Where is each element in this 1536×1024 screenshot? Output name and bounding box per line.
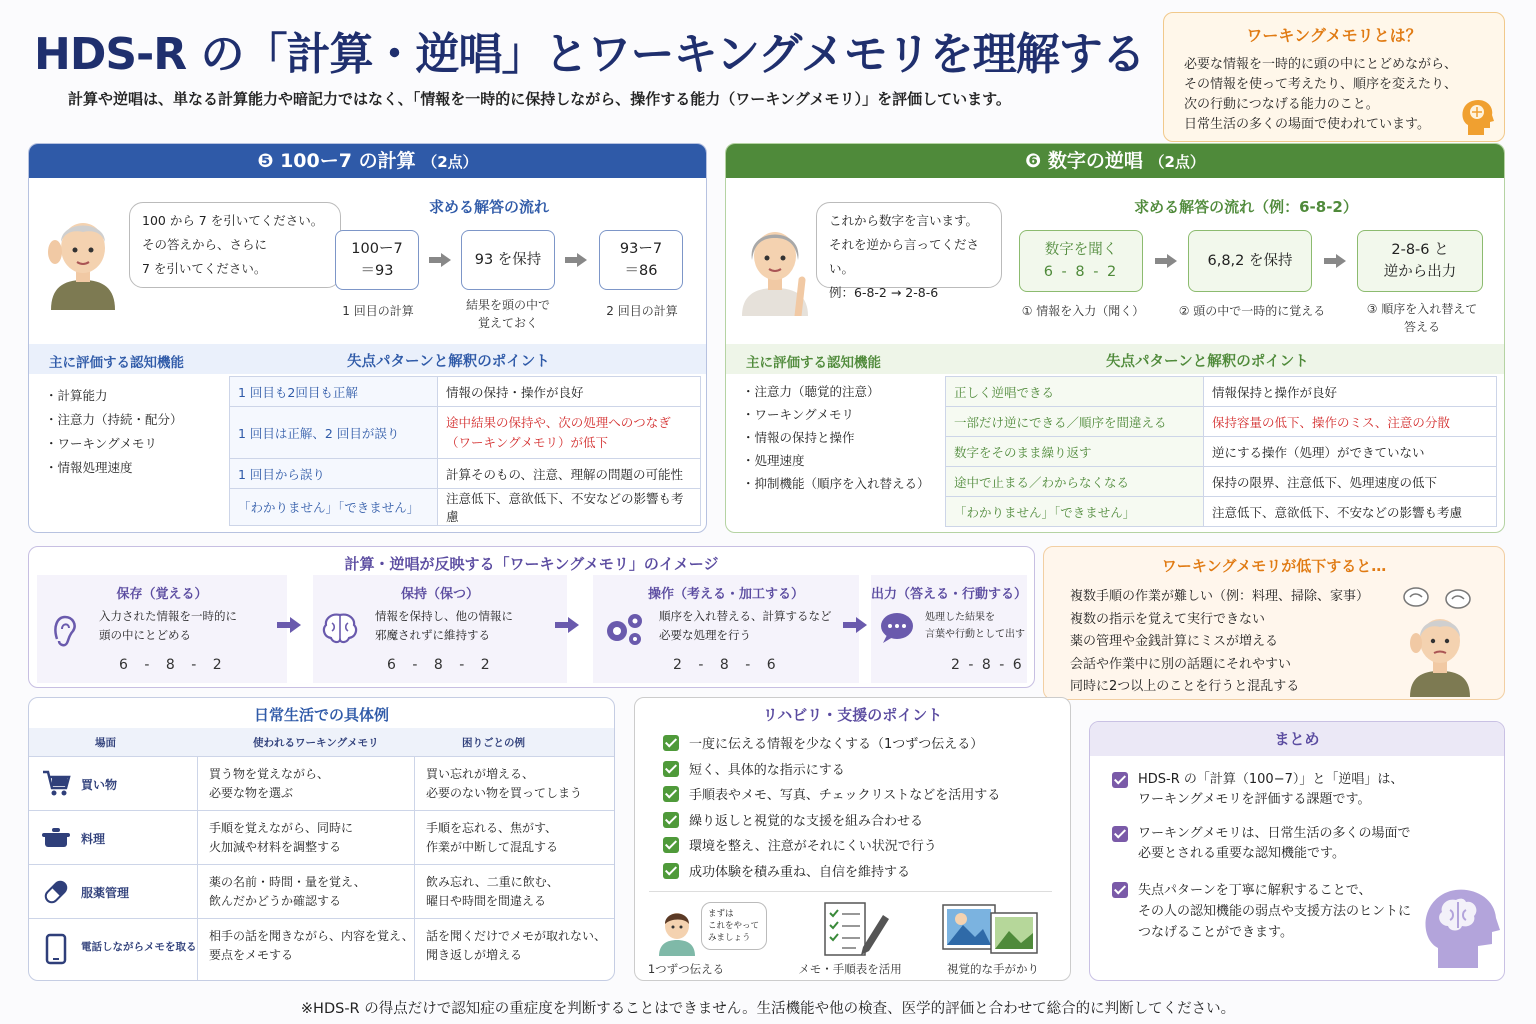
caption-line: ③ 順序を入れ替えて (1366, 302, 1478, 316)
summary-line: HDS-R の「計算（100−7）」と「逆唱」は、 (1138, 772, 1404, 787)
pot-icon (41, 825, 71, 849)
checkbox-icon (663, 863, 679, 879)
reverse-step-caption: ① 情報を入力（聞く） (1021, 304, 1145, 318)
pattern-cell: 1 回目は正解、2 回目が誤り (230, 407, 438, 459)
cell-line: 手順を忘れる、焦がす、 (426, 821, 558, 835)
wm-def-line: 日常生活の多くの場面で使われています。 (1184, 117, 1430, 132)
trouble-cell (426, 927, 606, 965)
step-text: 2-8-6 と (1391, 242, 1449, 258)
checkbox-icon (1112, 882, 1128, 898)
reverse-step-caption: ② 頭の中で一時的に覚える (1178, 304, 1326, 318)
bubble-line: 7 を引いてください。 (142, 261, 267, 276)
calc-step-caption: 1 回目の計算 (342, 304, 414, 318)
interpretation-cell: 逆にする操作（処理）ができていない (1204, 437, 1497, 467)
cell-line: 必要な物を選ぶ (209, 786, 294, 800)
rehab-item-text: 手順表やメモ、写真、チェックリストなどを活用する (689, 788, 1001, 804)
reverse-panel-header (726, 144, 1504, 178)
interpretation-cell: 注意低下、意欲低下、不安などの影響も考慮 (438, 489, 701, 526)
page-title: HDS-R の「計算・逆唱」とワーキングメモリを理解する (34, 29, 1145, 80)
calc-pattern-title: 失点パターンと解釈のポイント (347, 354, 550, 370)
reverse-flow-title: 求める解答の流れ（例：6-8-2） (1134, 198, 1358, 216)
pattern-cell: 正しく逆唱できる (946, 377, 1204, 407)
bubble-line: これをやって (708, 921, 760, 931)
wm-use-cell (209, 765, 329, 803)
right-arrow-icon (429, 253, 451, 267)
desc-line: 処理した結果を (925, 612, 995, 623)
table-row (946, 437, 1497, 467)
function-item: ・注意力（持続・配分） (45, 412, 183, 427)
reverse-flow-step (1357, 230, 1483, 292)
wm-definition-box (1163, 12, 1505, 142)
bubble-line: これから数字を言います。 (829, 213, 979, 228)
table-row (946, 377, 1497, 407)
desc-line: 順序を入れ替える、計算するなど (659, 609, 832, 623)
pattern-cell: 1 回目も2回目も正解 (230, 377, 438, 407)
table-row (29, 810, 615, 864)
pill-icon (41, 877, 71, 907)
bubble-line: その答えから、さらに (142, 237, 268, 252)
reverse-title: 数字の逆唱 (1047, 150, 1143, 172)
checkbox-icon (663, 837, 679, 853)
caregiver-illustration (655, 906, 699, 956)
stage-title: 出力（答える・行動する） (871, 587, 1028, 602)
table-row (29, 864, 615, 918)
cart-icon (41, 769, 71, 797)
stage-desc (99, 607, 237, 645)
trouble-cell (426, 765, 582, 803)
reverse-speech-bubble (816, 202, 1002, 300)
summary-title: まとめ (1090, 722, 1504, 756)
stage-desc (375, 607, 513, 645)
step-text: ＝93 (360, 263, 394, 279)
reverse-func-title: 主に評価する認知機能 (746, 355, 881, 371)
reverse-flow-step (1019, 230, 1143, 292)
step-text: ＝86 (624, 263, 658, 279)
interpretation-cell: 情報の保持・操作が良好 (438, 377, 701, 407)
calc-flow-step (461, 230, 555, 290)
reverse-panel (725, 143, 1505, 533)
calc-title: 100ー7 の計算 (280, 150, 416, 172)
calc-step-caption: 2 回目の計算 (606, 304, 678, 318)
desc-line: 邪魔されずに維持する (375, 628, 490, 642)
wm-stage (593, 575, 859, 683)
ear-icon (49, 613, 79, 649)
bubble-line: みましょう (708, 933, 751, 943)
footer-note: ※HDS-R の得点だけで認知症の重症度を判断することはできません。生活機能や他の検査、医学的評価と合わせて総合的に判断してください。 (300, 1001, 1236, 1017)
cell-line: 手順を覚えながら、同時に (209, 821, 354, 835)
table-row (946, 407, 1497, 437)
summary-line: 必要とされる重要な認知機能です。 (1138, 846, 1345, 861)
step-text: 逆から出力 (1383, 264, 1457, 280)
wm-use-cell (209, 873, 366, 911)
desc-line: 必要な処理を行う (659, 628, 751, 642)
checklist-memo-icon (821, 901, 893, 957)
rehab-panel (634, 697, 1071, 981)
bubble-line: それを逆から言ってください。 (829, 237, 980, 276)
wm-definition-heading: ワーキングメモリとは？ (1246, 26, 1422, 45)
reverse-pattern-title: 失点パターンと解釈のポイント (1106, 354, 1309, 370)
summary-line: つなげることができます。 (1138, 925, 1293, 940)
bubble-line: 例：6-8-2 → 2-8-6 (829, 285, 939, 300)
caption-line: 覚えておく (477, 316, 538, 330)
caption-line: 結果を頭の中で (465, 298, 550, 312)
interpretation-cell: 注意低下、意欲低下、不安などの影響も考慮 (1204, 497, 1497, 527)
page-subtitle: 計算や逆唱は、単なる計算能力や暗記力ではなく、「情報を一時的に保持しながら、操作する能力（ワーキングメモリ）」を評価しています。 (68, 90, 1011, 108)
step-text: 数字を聞く (1044, 242, 1118, 258)
wm-decline-box (1043, 546, 1505, 700)
wm-image-panel (28, 546, 1035, 688)
rehab-item (663, 783, 1000, 809)
daily-life-panel (28, 697, 615, 981)
function-item: ・情報の保持と操作 (742, 430, 855, 445)
rehab-item-text: 成功体験を積み重ね、自信を維持する (689, 864, 911, 880)
reverse-table-band (726, 344, 1504, 374)
daily-title: 日常生活での具体例 (253, 706, 389, 724)
calc-flow-step (335, 230, 419, 290)
rehab-item-text: 繰り返しと視覚的な支援を組み合わせる (689, 813, 924, 829)
calc-step-caption (449, 296, 567, 332)
head-brain-icon (1416, 876, 1500, 968)
stage-number: 2 - 8 - 6 (673, 657, 782, 673)
bubble-line: まずは (708, 909, 734, 919)
rehab-item (663, 732, 1000, 758)
table-row (230, 489, 701, 526)
right-arrow-icon (277, 617, 301, 633)
cell-line: 買う物を覚えながら、 (209, 767, 330, 781)
wm-def-line: 次の行動につなげる能力のこと。 (1184, 97, 1379, 112)
cell-line: 聞き返しが増える (426, 948, 523, 962)
rehab-item-text: 一度に伝える情報を少なくする（1つずつ伝える） (689, 737, 984, 752)
summary-item (1112, 824, 1410, 864)
desc-line: 情報を保持し、他の情報に (375, 609, 513, 623)
decline-item: 複数の指示を覚えて実行できない (1070, 612, 1266, 627)
decline-item: 会話や作業中に別の話題にそれやすい (1070, 657, 1292, 672)
function-item: ・注意力（聴覚的注意） (742, 384, 880, 399)
cell-line: 相手の話を聞きながら、内容を覚え、 (209, 929, 414, 943)
right-arrow-icon (1155, 254, 1177, 268)
wm-stage (37, 575, 287, 683)
cell-line: 曜日や時間を間違える (426, 894, 547, 908)
summary-line: その人の認知機能の弱点や支援方法のヒントに (1138, 904, 1412, 919)
function-item: ・情報処理速度 (45, 460, 133, 475)
interpretation-cell: 保持の限界、注意低下、処理速度の低下 (1204, 467, 1497, 497)
trouble-cell (426, 873, 559, 911)
function-item: ・処理速度 (742, 453, 805, 468)
checkbox-icon (663, 761, 679, 777)
rehab-item (663, 758, 1000, 784)
step-text: 100ー7 (351, 241, 403, 257)
stage-title: 保存（覚える） (116, 587, 208, 602)
reverse-number-badge: ❻ (1025, 150, 1042, 172)
checkbox-icon (1112, 772, 1128, 788)
table-row (230, 407, 701, 459)
checkbox-icon (663, 812, 679, 828)
caption-line: 答える (1403, 320, 1440, 334)
calc-panel-header (29, 144, 706, 178)
stage-number: 6 - 8 - 2 (119, 657, 228, 673)
wm-stage (313, 575, 567, 683)
scene-label: 服薬管理 (81, 886, 130, 900)
right-arrow-icon (843, 617, 867, 633)
cell-line: 要点をメモする (209, 948, 294, 962)
confused-elderly-man-illustration (1396, 583, 1480, 697)
scene-label: 料理 (81, 832, 106, 846)
interpretation-cell: 計算そのもの、注意、理解の問題の可能性 (438, 459, 701, 489)
interp-line: （ワーキングメモリ）が低下 (446, 434, 609, 450)
wm-decline-title: ワーキングメモリが低下すると… (1161, 557, 1387, 575)
visual-cue-photos-icon (941, 903, 1039, 955)
step-text: 93ー7 (619, 241, 663, 257)
cell-line: 買い忘れが増える、 (426, 767, 535, 781)
interpretation-cell: 情報保持と操作が良好 (1204, 377, 1497, 407)
calc-speech-bubble (129, 202, 341, 288)
desc-line: 入力された情報を一時的に (99, 609, 237, 623)
interpretation-cell (438, 407, 701, 459)
calc-points: （2点） (422, 153, 478, 171)
stage-title: 保持（保つ） (400, 587, 479, 602)
table-row (230, 377, 701, 407)
wm-use-cell (209, 927, 414, 965)
phone-icon (45, 933, 67, 965)
table-row (230, 459, 701, 489)
summary-item (1112, 880, 1411, 943)
step-text: 6,8,2 を保持 (1207, 253, 1293, 269)
reverse-points: （2点） (1149, 153, 1205, 171)
decline-item: 同時に2つ以上のことを行うと混乱する (1070, 679, 1300, 694)
cell-line: 薬の名前・時間・量を覚え、 (209, 875, 366, 889)
cell-line: 話を聞くだけでメモが取れない、 (426, 929, 607, 943)
function-item: ・計算能力 (45, 388, 108, 403)
gears-icon (601, 609, 647, 649)
cell-line: 火加減や材料を調整する (209, 840, 342, 854)
rehab-item (663, 860, 1000, 886)
rehab-item (663, 834, 1000, 860)
interp-line: 途中結果の保持や、次の処理へのつなぎ (446, 414, 671, 430)
bubble-line: 100 から 7 を引いてください。 (142, 213, 324, 228)
rehab-caption: メモ・手順表を活用 (798, 962, 902, 976)
calc-pattern-table (229, 376, 701, 526)
brain-icon (321, 611, 359, 645)
elderly-man-illustration (43, 210, 123, 310)
rehab-item (663, 809, 1000, 835)
right-arrow-icon (555, 617, 579, 633)
function-item: ・ワーキングメモリ (742, 407, 855, 422)
stage-desc (925, 609, 1025, 643)
pattern-cell: 「わかりません」「できません」 (230, 489, 438, 526)
calc-flow-title: 求める解答の流れ (428, 198, 549, 216)
rehab-item-text: 環境を整え、注意がそれにくい状況で行う (689, 839, 937, 855)
function-item: ・抑制機能（順序を入れ替える） (742, 476, 930, 491)
wm-def-line: その情報を使って考えたり、順序を変えたり、 (1184, 77, 1458, 92)
stage-number: 2 - 8 - 6 (951, 657, 1024, 673)
rehab-title: リハビリ・支援のポイント (762, 706, 943, 724)
rehab-list (663, 732, 1000, 886)
checkbox-icon (663, 735, 679, 751)
summary-item (1112, 770, 1403, 810)
rehab-speech-bubble (701, 902, 767, 950)
stage-desc (659, 607, 832, 645)
daily-header-row (29, 728, 614, 756)
calc-function-list (45, 384, 183, 480)
stage-title: 操作（考える・加工する） (647, 587, 804, 602)
reverse-flow-step (1188, 230, 1312, 292)
cell-line: 飲んだかどうか確認する (209, 894, 342, 908)
reverse-function-list (742, 380, 930, 495)
function-item: ・ワーキングメモリ (45, 436, 158, 451)
right-arrow-icon (1324, 254, 1346, 268)
checkbox-icon (1112, 826, 1128, 842)
summary-line: ワーキングメモリは、日常生活の多くの場面で (1138, 826, 1411, 841)
rehab-item-text: 短く、具体的な指示にする (689, 762, 845, 778)
cell-line: 作業が中断して混乱する (426, 840, 559, 854)
wm-image-title: 計算・逆唱が反映する「ワーキングメモリ」のイメージ (344, 555, 719, 573)
desc-line: 言葉や行動として出す (925, 629, 1025, 640)
step-text: 93 を保持 (474, 252, 542, 268)
reverse-step-caption (1352, 300, 1492, 336)
rehab-caption: 視覚的な手がかり (947, 962, 1039, 976)
speech-icon (879, 611, 915, 645)
summary-line: 失点パターンを丁寧に解釈することで、 (1138, 883, 1372, 898)
interpretation-cell: 保持容量の低下、操作のミス、注意の分散 (1204, 407, 1497, 437)
scene-label: 買い物 (81, 778, 118, 792)
pattern-cell: 一部だけ逆にできる／順序を間違える (946, 407, 1204, 437)
stage-number: 6 - 8 - 2 (387, 657, 496, 673)
pattern-cell: 途中で止まる／わからなくなる (946, 467, 1204, 497)
scene-label: 電話しながらメモを取る (81, 941, 197, 953)
table-row (946, 497, 1497, 527)
table-row (29, 756, 615, 810)
head-brain-icon (1456, 95, 1498, 137)
step-text: 6 - 8 - 2 (1043, 264, 1119, 280)
reverse-pattern-table (945, 376, 1497, 527)
wm-use-cell (209, 819, 353, 857)
column-header: 困りごとの例 (462, 737, 525, 749)
pattern-cell: 「わかりません」「できません」 (946, 497, 1204, 527)
trouble-cell (426, 819, 558, 857)
column-header: 使われるワーキングメモリ (253, 737, 379, 749)
cell-line: 必要のない物を買ってしまう (426, 786, 583, 800)
wm-def-line: 必要な情報を一時的に頭の中にとどめながら、 (1184, 57, 1458, 72)
column-header: 場面 (95, 737, 116, 749)
table-row (946, 467, 1497, 497)
rehab-caption: 1つずつ伝える (647, 962, 725, 976)
calc-panel (28, 143, 707, 533)
decline-item: 複数手順の作業が難しい（例：料理、掃除、家事） (1070, 589, 1370, 604)
decline-item: 薬の管理や金銭計算にミスが増える (1070, 634, 1279, 649)
checkbox-icon (663, 786, 679, 802)
desc-line: 頭の中にとどめる (99, 628, 191, 642)
cell-line: 飲み忘れ、二重に飲む、 (426, 875, 559, 889)
elderly-woman-illustration (736, 216, 814, 316)
wm-stage (871, 575, 1027, 683)
calc-flow-step (599, 230, 683, 290)
calc-table-band (29, 344, 706, 374)
pattern-cell: 数字をそのまま繰り返す (946, 437, 1204, 467)
summary-line: ワーキングメモリを評価する課題です。 (1138, 792, 1371, 807)
summary-panel (1089, 721, 1505, 981)
pattern-cell: 1 回目から誤り (230, 459, 438, 489)
right-arrow-icon (565, 253, 587, 267)
table-row (29, 918, 615, 981)
calc-number-badge: ❺ (257, 150, 274, 172)
calc-func-title: 主に評価する認知機能 (49, 355, 184, 371)
